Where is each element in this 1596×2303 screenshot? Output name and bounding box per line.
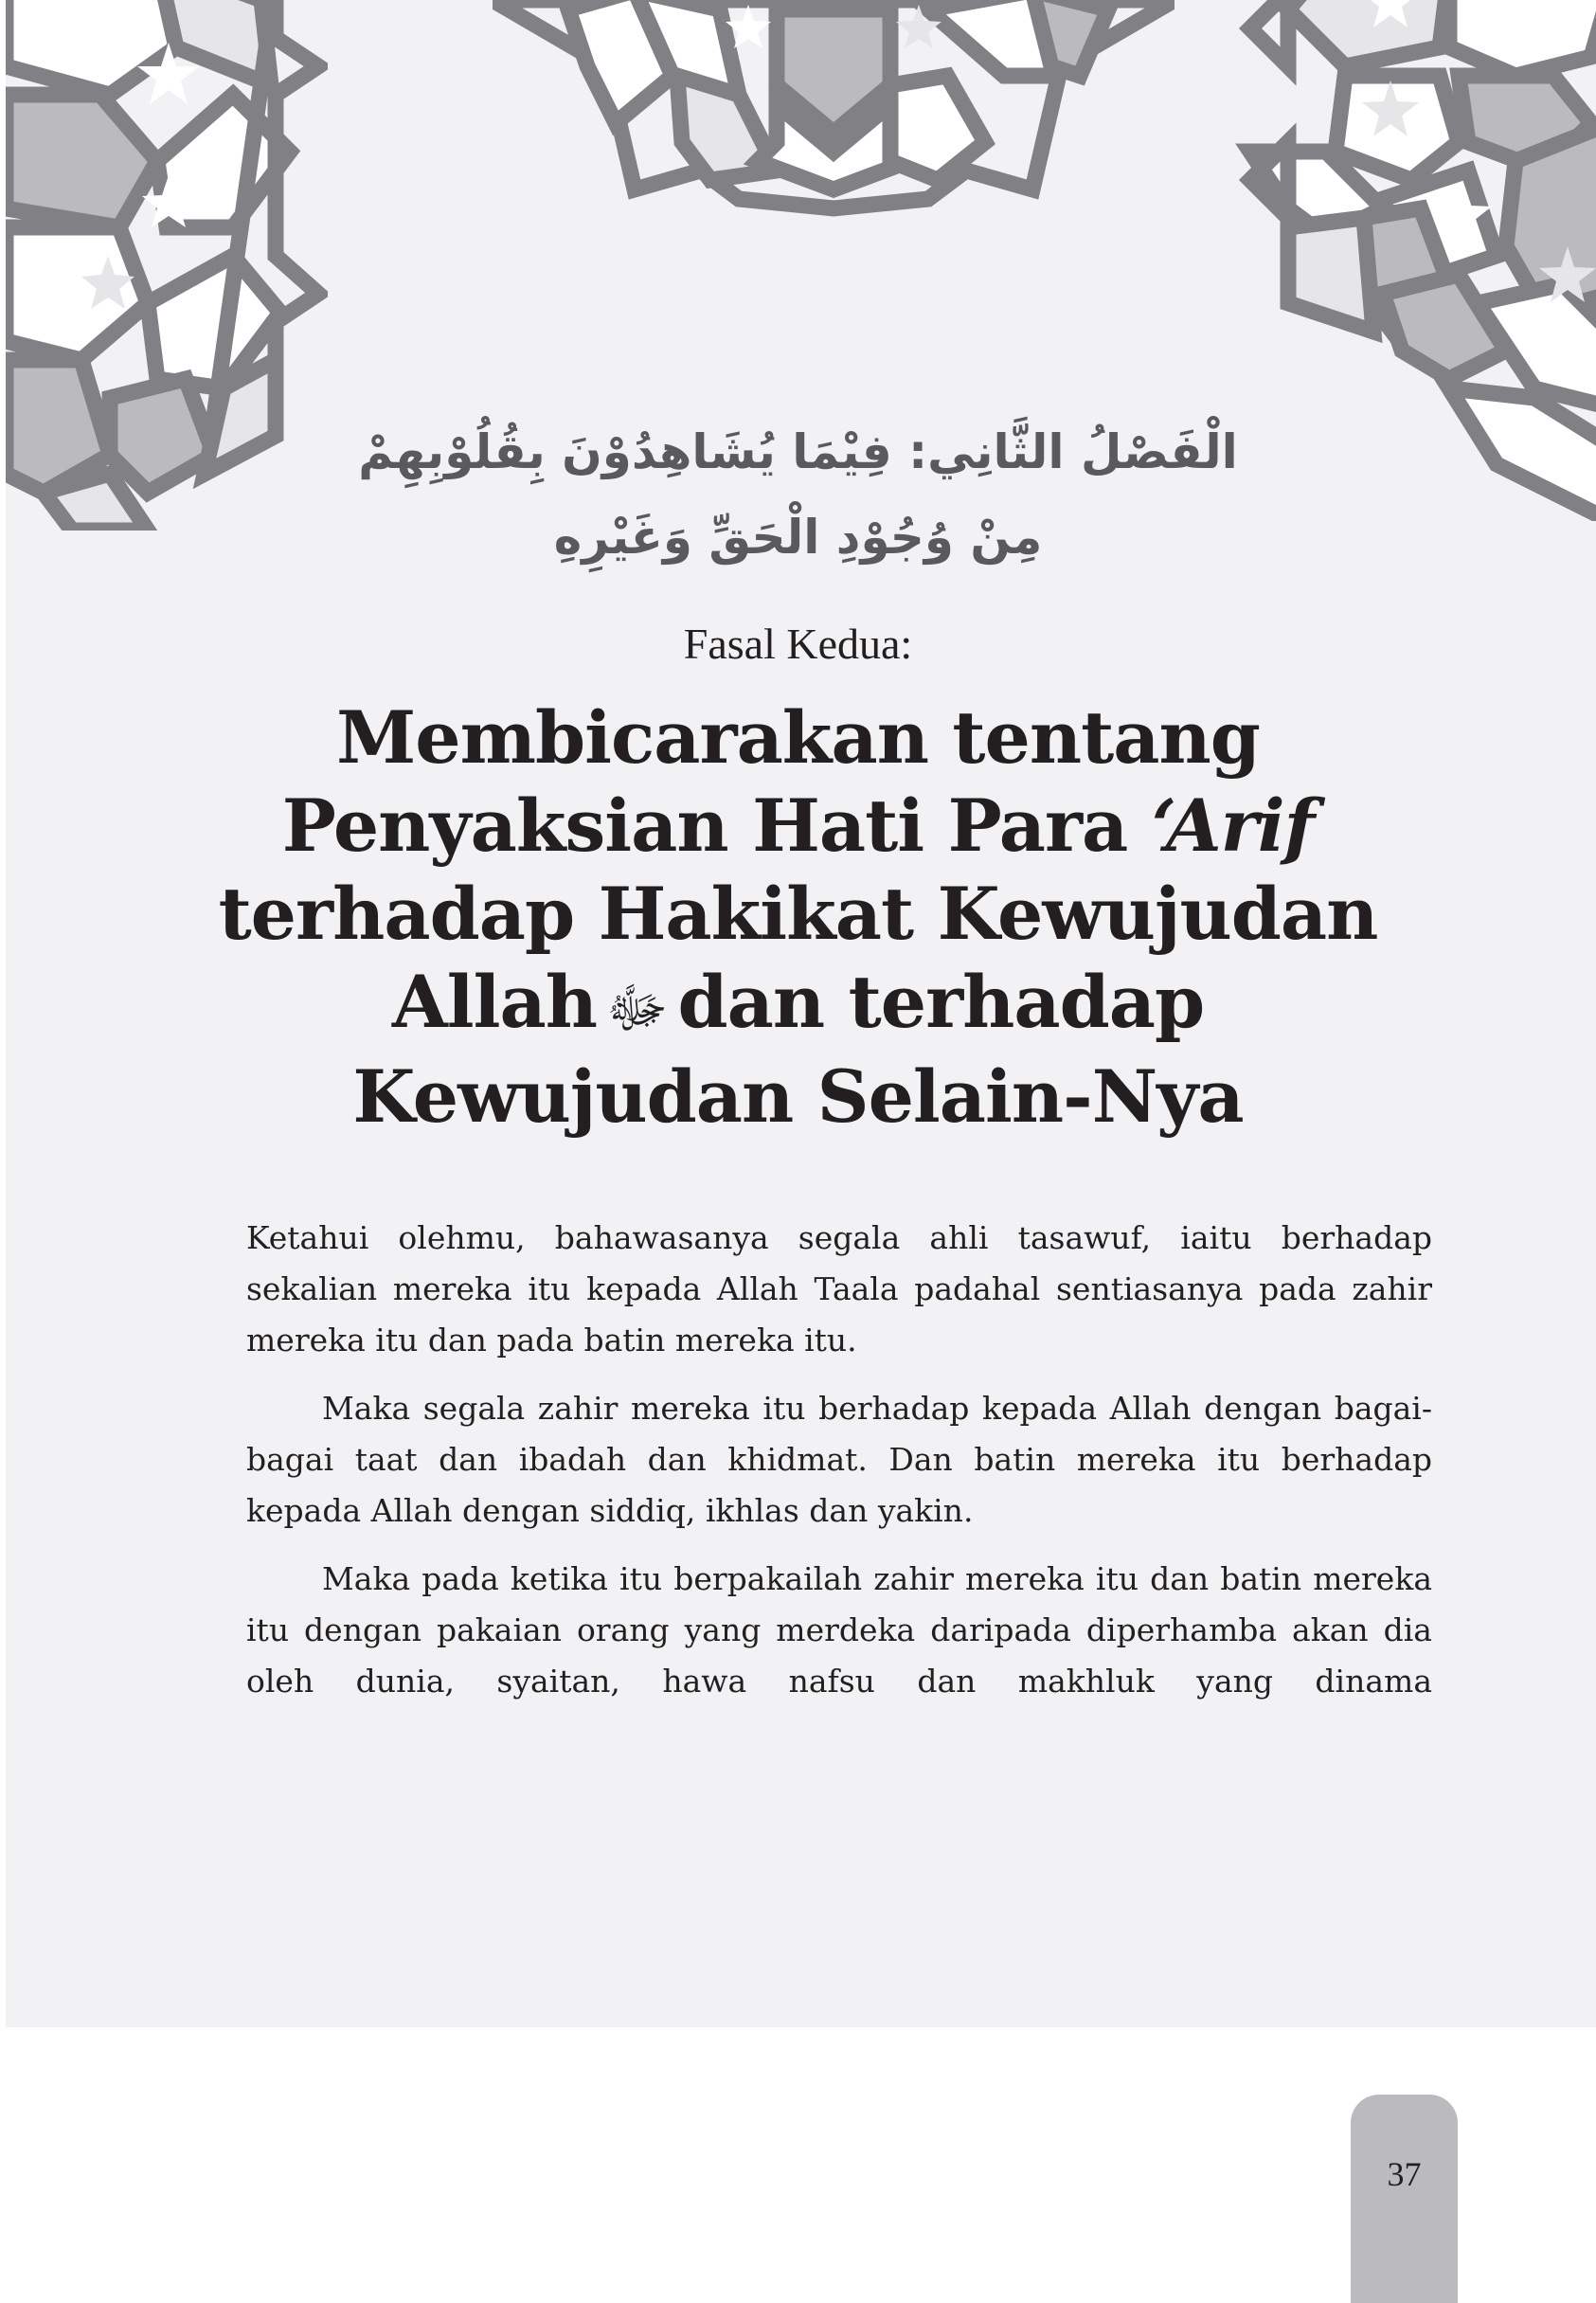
title-line-4	[0, 958, 1596, 1053]
title-line-4-before: Allah	[391, 960, 598, 1044]
page-number-tab	[1351, 2095, 1458, 2303]
paragraph-2: Maka segala zahir mereka itu berhadap kepada Allah dengan bagai-bagai taat dan ibadah dan khidmat. Dan batin mereka itu berhadap kepada Allah dengan siddiq, ikhlas dan yakin.	[246, 1390, 1432, 1529]
page-number: 37	[1387, 2155, 1422, 2193]
chapter-label: Fasal Kedua:	[683, 620, 913, 668]
paragraph-3: Maka pada ketika itu berpakailah zahir mereka itu dan batin mereka itu dengan pakaian orang yang merdeka daripada diperhamba akan dia oleh dunia, syaitan, hawa nafsu dan makhluk yang dinama	[246, 1560, 1432, 1700]
title-line-5: Kewujudan Selain-Nya	[352, 1053, 1244, 1139]
chapter-title	[0, 693, 1596, 1141]
title-italic-arif: ‘Arif	[1151, 783, 1315, 868]
paragraph-1: Ketahui olehmu, bahawasanya segala ahli tasawuf, iaitu berhadap sekalian mereka itu kepada Allah Taala padahal sentiasanya pada zahir mereka itu dan pada batin mereka itu.	[246, 1219, 1432, 1358]
title-line-4-after: dan terhadap	[677, 960, 1205, 1044]
title-line-2	[0, 782, 1596, 870]
arabic-heading-line-2: مِنْ وُجُوْدِ الْحَقِّ وَغَيْرِهِ	[553, 510, 1043, 565]
body-text	[246, 1213, 1432, 1724]
title-line-1: Membicarakan tentang	[336, 695, 1260, 780]
arabic-heading-line-1: الْفَصْلُ الثَّانِي: فِيْمَا يُشَاهِدُوْنَ بِقُلُوْبِهِمْ	[358, 424, 1238, 479]
title-line-2-text: Penyaksian Hati Para	[281, 783, 1152, 868]
arabic-chapter-heading	[0, 409, 1596, 580]
title-line-3: terhadap Hakikat Kewujudan	[218, 872, 1378, 956]
geometric-ornament-center-icon	[493, 0, 1175, 218]
honorific-ligature-icon: ﷻ	[606, 975, 669, 1040]
